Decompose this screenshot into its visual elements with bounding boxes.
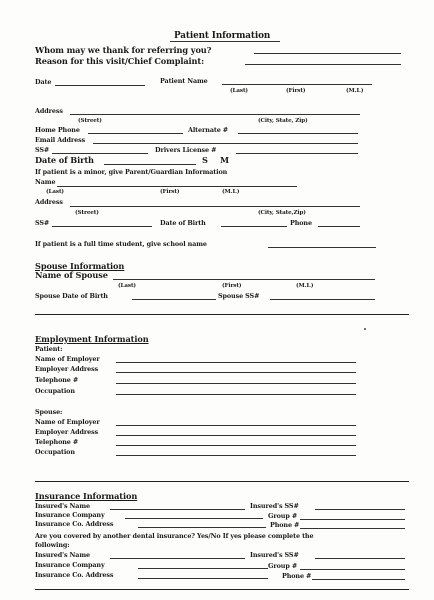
guardian-street-caption: (Street) xyxy=(75,210,99,216)
guardian-mi-caption: (M.I.) xyxy=(222,189,240,195)
guardian-city-caption: (City, State,Zip) xyxy=(258,210,306,216)
date-field[interactable] xyxy=(55,85,145,86)
group-field[interactable] xyxy=(300,519,405,520)
guardian-address-field[interactable] xyxy=(70,206,360,207)
spouse-telephone-field[interactable] xyxy=(116,445,356,446)
insured-ssn-label: Insured's SS# xyxy=(250,502,299,510)
employment-spouse-label: Spouse: xyxy=(35,408,63,416)
dob-label: Date of Birth xyxy=(35,155,94,165)
section-divider xyxy=(35,589,409,590)
other-insured-name-label: Insured's Name xyxy=(35,551,90,559)
guardian-ssn-label: SS# xyxy=(35,219,50,227)
spouse-employer-field[interactable] xyxy=(116,425,356,426)
page-title: Patient Information xyxy=(174,31,271,41)
drivers-license-field[interactable] xyxy=(236,153,358,154)
patient-telephone-field[interactable] xyxy=(116,383,356,384)
insured-name-field[interactable] xyxy=(110,509,245,510)
spouse-name-label: Name of Spouse xyxy=(35,270,108,280)
insurance-phone-label: Phone # xyxy=(270,521,300,529)
patient-name-label: Patient Name xyxy=(160,77,208,85)
other-insured-ssn-label: Insured's SS# xyxy=(250,551,299,559)
other-insured-ssn-field[interactable] xyxy=(315,558,405,559)
guardian-address-label: Address xyxy=(35,198,63,206)
address-field[interactable] xyxy=(70,114,360,115)
guardian-phone-label: Phone xyxy=(290,219,312,227)
student-field[interactable] xyxy=(268,247,376,248)
spouse-employer-address-label: Employer Address xyxy=(35,428,99,436)
employment-heading: Employment Information xyxy=(35,334,149,344)
patient-name-field[interactable] xyxy=(222,84,372,85)
guardian-first-caption: (First) xyxy=(160,189,180,195)
spouse-ssn-field[interactable] xyxy=(270,299,375,300)
city-state-zip-caption: (City, State, Zip) xyxy=(258,118,308,124)
spouse-first-caption: (First) xyxy=(222,283,242,289)
reason-label: Reason for this visit/Chief Complaint: xyxy=(35,56,205,66)
insurance-company-field[interactable] xyxy=(125,518,263,519)
patient-mi-caption: (M.I.) xyxy=(346,88,364,94)
guardian-dob-label: Date of Birth xyxy=(160,219,206,227)
other-coverage-question: Are you covered by another dental insurance? Yes/No If yes please complete the xyxy=(35,532,314,540)
marital-s[interactable]: S xyxy=(202,155,208,165)
guardian-last-caption: (Last) xyxy=(46,189,64,195)
other-insurance-company-field[interactable] xyxy=(138,568,268,569)
email-field[interactable] xyxy=(93,143,358,144)
patient-occupation-field[interactable] xyxy=(116,394,356,395)
spouse-employer-address-field[interactable] xyxy=(116,435,356,436)
insurance-address-field[interactable] xyxy=(138,527,266,528)
guardian-dob-field[interactable] xyxy=(221,226,287,227)
alternate-label: Alternate # xyxy=(188,126,229,134)
ssn-label: SS# xyxy=(35,146,50,154)
home-phone-field[interactable] xyxy=(88,133,183,134)
reason-field[interactable] xyxy=(245,64,401,65)
spouse-dob-label: Spouse Date of Birth xyxy=(35,292,108,300)
patient-last-caption: (Last) xyxy=(230,88,248,94)
title-underline xyxy=(170,41,280,42)
patient-occupation-label: Occupation xyxy=(35,387,75,395)
spouse-employer-label: Name of Employer xyxy=(35,418,100,426)
street-caption: (Street) xyxy=(78,118,102,124)
spouse-dob-field[interactable] xyxy=(132,299,216,300)
insurance-company-label: Insurance Company xyxy=(35,511,105,519)
spouse-occupation-label: Occupation xyxy=(35,448,75,456)
other-insurance-phone-field[interactable] xyxy=(312,579,405,580)
student-label: If patient is a full time student, give school name xyxy=(35,240,207,248)
group-label: Group # xyxy=(268,512,298,520)
patient-employer-address-field[interactable] xyxy=(116,372,356,373)
spouse-ssn-label: Spouse SS# xyxy=(218,292,260,300)
email-label: Email Address xyxy=(35,136,86,144)
address-label: Address xyxy=(35,107,63,115)
employment-patient-label: Patient: xyxy=(35,345,63,353)
patient-first-caption: (First) xyxy=(286,88,306,94)
insured-name-label: Insured's Name xyxy=(35,502,90,510)
spouse-mi-caption: (M.I.) xyxy=(296,283,314,289)
patient-employer-field[interactable] xyxy=(116,362,356,363)
patient-telephone-label: Telephone # xyxy=(35,376,79,384)
guardian-note: If patient is a minor, give Parent/Guardian Information xyxy=(35,168,228,176)
guardian-ssn-field[interactable] xyxy=(52,226,152,227)
referral-label: Whom may we thank for referring you? xyxy=(35,45,212,55)
other-group-field[interactable] xyxy=(300,569,405,570)
guardian-name-field[interactable] xyxy=(57,186,297,187)
patient-employer-address-label: Employer Address xyxy=(35,365,99,373)
referral-field[interactable] xyxy=(254,53,401,54)
patient-employer-label: Name of Employer xyxy=(35,355,100,363)
dob-field[interactable] xyxy=(104,164,196,165)
insurance-phone-field[interactable] xyxy=(300,528,405,529)
insurance-address-label: Insurance Co. Address xyxy=(35,520,114,528)
other-coverage-question-cont: following: xyxy=(35,541,70,549)
other-insurance-address-field[interactable] xyxy=(138,578,268,579)
other-insurance-phone-label: Phone # xyxy=(282,572,312,580)
guardian-name-label: Name xyxy=(35,178,56,186)
date-label: Date xyxy=(35,78,52,86)
spouse-occupation-field[interactable] xyxy=(116,455,356,456)
ssn-field[interactable] xyxy=(52,153,148,154)
insurance-heading: Insurance Information xyxy=(35,491,138,501)
other-insured-name-field[interactable] xyxy=(110,558,245,559)
insured-ssn-field[interactable] xyxy=(315,509,405,510)
marital-m[interactable]: M xyxy=(220,155,229,165)
other-group-label: Group # xyxy=(268,562,298,570)
spouse-last-caption: (Last) xyxy=(118,283,136,289)
drivers-license-label: Drivers License # xyxy=(155,146,217,154)
guardian-phone-field[interactable] xyxy=(318,226,360,227)
spouse-telephone-label: Telephone # xyxy=(35,438,79,446)
section-divider xyxy=(35,314,409,315)
scan-speck xyxy=(364,328,366,330)
alternate-field[interactable] xyxy=(238,133,358,134)
spouse-name-field[interactable] xyxy=(113,279,375,280)
other-insurance-address-label: Insurance Co. Address xyxy=(35,571,114,579)
home-phone-label: Home Phone xyxy=(35,126,80,134)
section-divider xyxy=(35,481,409,482)
other-insurance-company-label: Insurance Company xyxy=(35,561,105,569)
spouse-heading: Spouse Information xyxy=(35,261,125,271)
